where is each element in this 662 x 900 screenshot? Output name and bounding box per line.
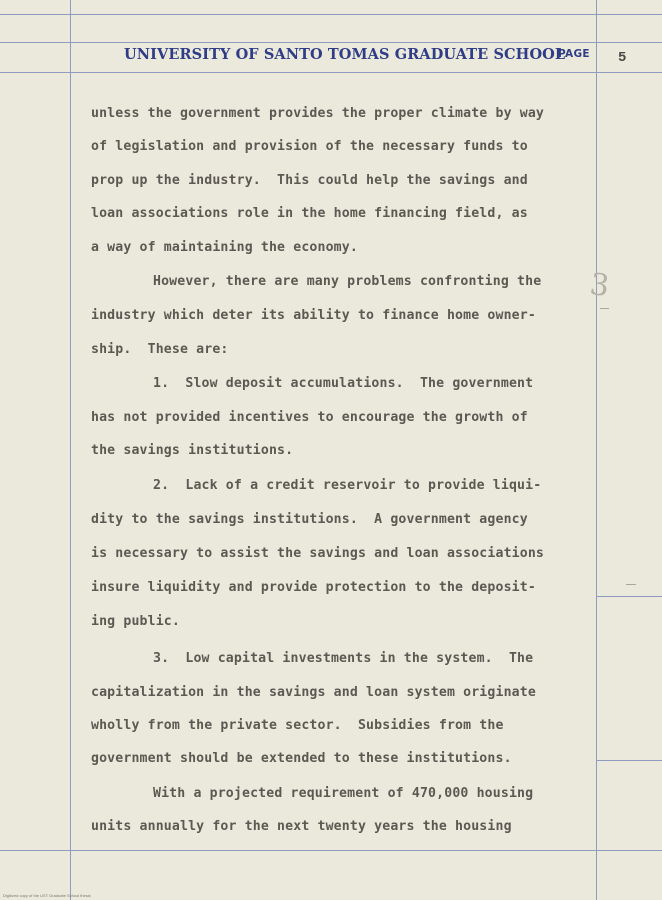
text-line: unless the government provides the proper climate by way <box>91 106 545 121</box>
text-line: ship. These are: <box>91 342 229 357</box>
text-line: dity to the savings institutions. A government agency <box>91 512 528 527</box>
text-line: the savings institutions. <box>91 443 294 458</box>
page-label: PAGE <box>558 48 590 60</box>
text-line: With a projected requirement of 470,000 housing <box>153 786 534 801</box>
text-line: prop up the industry. This could help the savings and <box>91 173 528 188</box>
text-line: loan associations role in the home financing field, as <box>91 206 528 221</box>
page-number: 5 <box>618 50 627 66</box>
pencil-tick <box>600 308 609 309</box>
text-line: is necessary to assist the savings and loan associations <box>91 546 545 561</box>
text-line: insure liquidity and provide protection to the deposit- <box>91 580 536 595</box>
pencil-margin-note: 3 <box>587 266 612 305</box>
text-line: 3. Low capital investments in the system. The <box>153 651 534 666</box>
scan-footnote: Digitized copy of the UST Graduate School thesis <box>3 893 91 898</box>
text-line: wholly from the private sector. Subsidies from the <box>91 718 504 733</box>
text-line: industry which deter its ability to finance home owner- <box>91 308 536 323</box>
text-line: a way of maintaining the economy. <box>91 240 358 255</box>
pencil-tick <box>626 584 636 585</box>
text-line: However, there are many problems confronting the <box>153 274 542 289</box>
text-line: ing public. <box>91 614 180 629</box>
text-line: 1. Slow deposit accumulations. The government <box>153 376 534 391</box>
text-line: government should be extended to these institutions. <box>91 751 512 766</box>
text-line: units annually for the next twenty years the housing <box>91 819 512 834</box>
letterhead-title: UNIVERSITY OF SANTO TOMAS GRADUATE SCHOOL <box>124 46 566 63</box>
text-line: capitalization in the savings and loan system originate <box>91 685 536 700</box>
text-line: has not provided incentives to encourage the growth of <box>91 410 528 425</box>
text-line: 2. Lack of a credit reservoir to provide liqui- <box>153 478 542 493</box>
text-line: of legislation and provision of the necessary funds to <box>91 139 528 154</box>
